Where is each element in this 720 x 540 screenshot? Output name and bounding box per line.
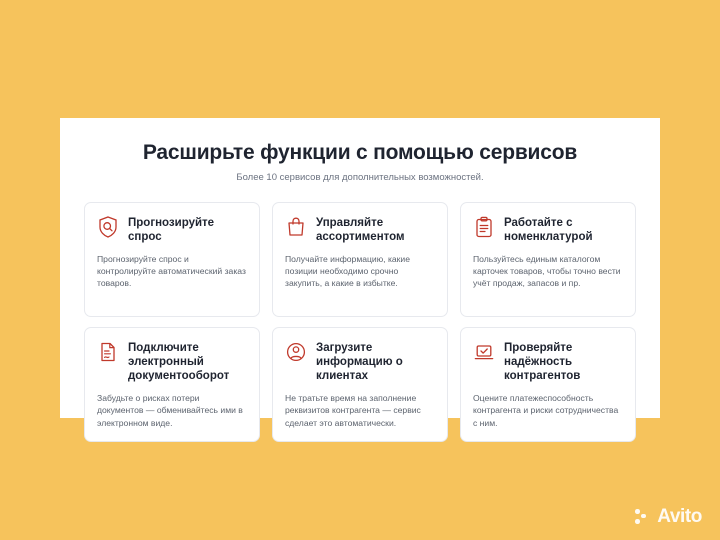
tile-header (97, 340, 247, 383)
service-tile[interactable] (272, 202, 448, 317)
tile-title: Подключите электронный документооборот (128, 341, 230, 382)
service-tile[interactable] (84, 327, 260, 442)
avito-dots-icon (635, 508, 652, 525)
service-tile[interactable] (460, 202, 636, 317)
tile-header (97, 215, 247, 244)
user-circle-icon (285, 340, 307, 364)
services-panel (60, 118, 660, 428)
avito-watermark (635, 507, 702, 526)
tile-header (285, 340, 435, 383)
tile-title: Работайте с номенклатурой (504, 216, 593, 243)
tile-title: Проверяйте надёжность контрагентов (504, 341, 581, 382)
service-tile[interactable] (84, 202, 260, 317)
tile-header (285, 215, 435, 244)
services-grid (84, 202, 636, 443)
document-signature-icon (97, 340, 119, 364)
service-tile[interactable] (272, 327, 448, 442)
tile-description: Получайте информацию, какие позиции необходимо срочно закупить, а какие в избытке. (285, 253, 411, 289)
page-title: Расширьте функции с помощью сервисов (142, 141, 578, 164)
page-subtitle: Более 10 сервисов для дополнительных возможностей. (236, 172, 484, 184)
laptop-check-icon (473, 340, 495, 364)
service-tile[interactable] (460, 327, 636, 442)
tile-title: Управляйте ассортиментом (316, 216, 405, 243)
tile-title: Загрузите информацию о клиентах (316, 341, 403, 382)
tile-description: Пользуйтесь единым каталогом карточек товаров, чтобы точно вести учёт продаж, запасов и пр. (473, 253, 621, 289)
tile-description: Прогнозируйте спрос и контролируйте автоматический заказ товаров. (97, 253, 246, 289)
shopping-bag-icon (285, 215, 307, 239)
tile-description: Не тратьте время на заполнение реквизитов контрагента — сервис сделает это автоматически. (285, 392, 421, 428)
avito-wordmark: Avito (657, 506, 702, 527)
clipboard-list-icon (473, 215, 495, 239)
tile-title: Прогнозируйте спрос (128, 216, 215, 243)
tile-header (473, 340, 623, 383)
shield-check-icon (97, 215, 119, 239)
tile-description: Оцените платежеспособность контрагента и риски сотрудничества с ним. (473, 392, 619, 428)
tile-header (473, 215, 623, 244)
tile-description: Забудьте о рисках потери документов — обменивайтесь ими в электронном виде. (97, 392, 243, 428)
